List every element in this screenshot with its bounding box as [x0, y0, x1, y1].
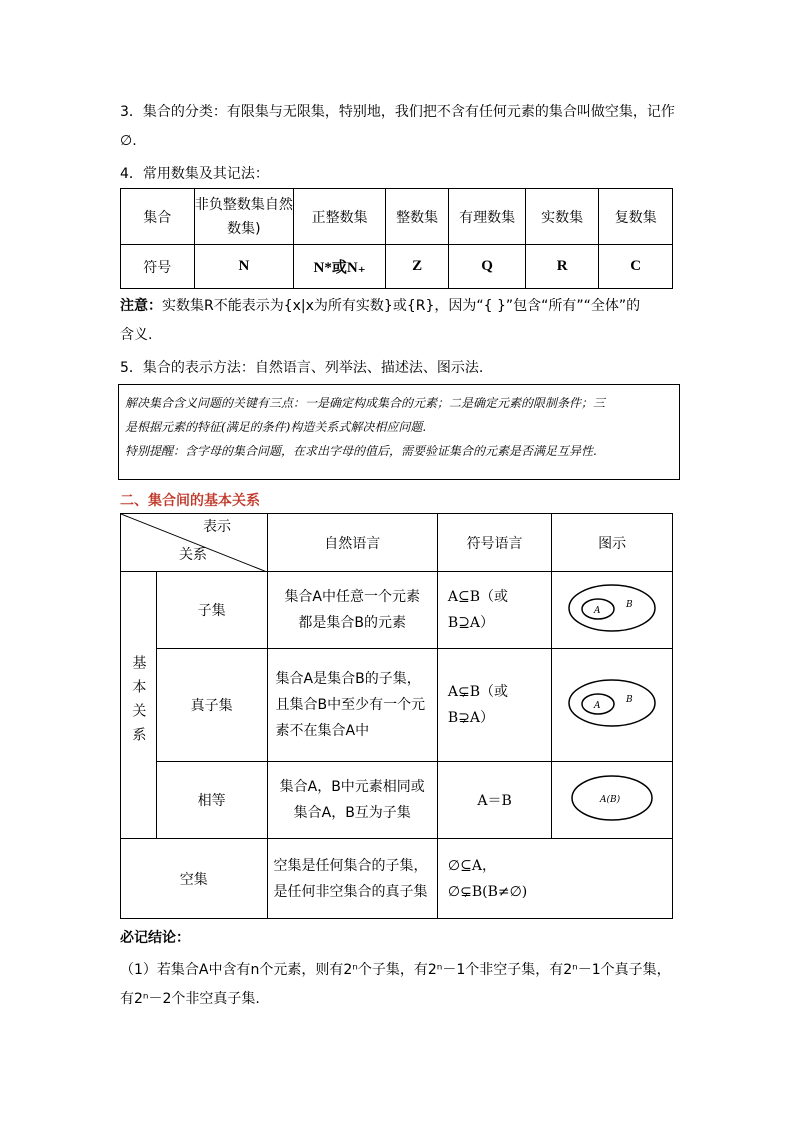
p3-line2: ∅.: [120, 133, 137, 149]
venn-proper-diagram: [562, 676, 662, 730]
venn-label-a: A: [594, 606, 601, 616]
note-line1: 实数集R不能表示为{x|x为所有实数}或{R}，因为“{ }”包含“所有”“全体”的: [162, 298, 641, 314]
venn-equal-diagram: [562, 771, 662, 825]
relation-symbol: [437, 762, 551, 839]
symbol-line: ∅⊆A，: [447, 857, 496, 874]
header-symbol: 符号语言: [437, 514, 551, 572]
venn-equal-cell: [552, 762, 673, 839]
conclusion-line1: （1）若集合A中含有n个元素，则有2ⁿ个子集，有2ⁿ－1个非空子集，有2ⁿ－1个真子集，: [120, 962, 671, 978]
tip-box: [118, 384, 680, 480]
symbol-cell: R: [525, 245, 599, 289]
relation-symbol: [437, 572, 551, 649]
relation-natural: 空集是任何集合的子集，是任何非空集合的真子集: [267, 839, 437, 919]
tip-line2: 是根据元素的特征(满足的条件)构造关系式解决相应问题.: [125, 420, 427, 434]
relation-row-proper-subset: [121, 649, 673, 762]
venn-label-b: B: [626, 695, 633, 705]
conclusion-body: [120, 956, 680, 1014]
conclusion-heading: 必记结论：: [120, 930, 190, 946]
symbol-line: B⊇A）: [447, 615, 495, 631]
venn-label-ab: A(B): [600, 795, 621, 805]
venn-subset-cell: [552, 572, 673, 649]
symbol-line: A⊊B（或: [447, 684, 509, 700]
note-label: 注意：: [120, 298, 162, 314]
relation-name: 真子集: [156, 649, 267, 762]
venn-label-a: A: [594, 701, 601, 711]
symbol-line: A＝B: [477, 793, 512, 809]
section-title: 二、集合间的基本关系: [120, 493, 260, 509]
header-diagram: 图示: [552, 514, 673, 572]
number-sets-table: [120, 188, 673, 289]
header-natural: 自然语言: [267, 514, 437, 572]
header-cell: 非负整数集自然数集): [194, 189, 294, 245]
relation-natural: 集合A是集合B的子集，且集合B中至少有一个元素不在集合A中: [267, 649, 437, 762]
symbol-line: B⊋A）: [447, 710, 495, 726]
tip-line3: 特别提醒：含字母的集合问题，在求出字母的值后，需要验证集合的元素是否满足互异性.: [125, 444, 597, 458]
symbol-cell: N*或N₊: [294, 245, 386, 289]
header-cell: 整数集: [385, 189, 448, 245]
relation-name: 子集: [156, 572, 267, 649]
header-cell: 实数集: [525, 189, 599, 245]
p3-line1: 3．集合的分类：有限集与无限集，特别地，我们把不含有任何元素的集合叫做空集，记作: [120, 104, 675, 120]
relation-row-subset: [121, 572, 673, 649]
relation-name: 相等: [156, 762, 267, 839]
symbol-cell: 符号: [121, 245, 195, 289]
symbol-line: A⊆B（或: [447, 589, 509, 605]
relation-natural: 集合A中任意一个元素都是集合B的元素: [267, 572, 437, 649]
diagonal-header-cell: [121, 514, 268, 572]
relation-table: [120, 513, 673, 919]
relation-row-empty: [121, 839, 673, 919]
group-label-cell: [121, 572, 157, 839]
symbol-line: ∅⊊B(B≠∅): [447, 883, 528, 900]
group-label: 基本关系: [130, 655, 147, 751]
symbol-cell: Z: [385, 245, 448, 289]
symbol-cell: Q: [449, 245, 526, 289]
symbol-cell: N: [194, 245, 294, 289]
paragraph-3: [120, 98, 680, 156]
note-paragraph: [120, 292, 680, 350]
diag-bottom-label: 关系: [179, 547, 207, 563]
relation-symbol: [437, 649, 551, 762]
number-sets-header-row: [121, 189, 673, 245]
header-cell: 有理数集: [449, 189, 526, 245]
note-line2: 含义.: [120, 327, 153, 343]
paragraph-4: 4．常用数集及其记法：: [120, 166, 269, 182]
relation-header-row: [121, 514, 673, 572]
relation-row-equal: [121, 762, 673, 839]
venn-subset-diagram: [562, 581, 662, 635]
symbol-cell: C: [599, 245, 673, 289]
relation-name: 空集: [121, 839, 268, 919]
relation-natural: 集合A，B中元素相同或集合A，B互为子集: [267, 762, 437, 839]
conclusion-line2: 有2ⁿ－2个非空真子集.: [120, 991, 260, 1007]
header-cell: 正整数集: [294, 189, 386, 245]
venn-proper-cell: [552, 649, 673, 762]
diag-top-label: 表示: [203, 519, 231, 535]
venn-label-b: B: [626, 600, 633, 610]
header-cell: 复数集: [599, 189, 673, 245]
paragraph-5: 5．集合的表示方法：自然语言、列举法、描述法、图示法.: [120, 360, 484, 376]
tip-line1: 解决集合含义问题的关键有三点：一是确定构成集合的元素；二是确定元素的限制条件；三: [125, 396, 606, 410]
number-sets-symbol-row: [121, 245, 673, 289]
relation-symbol: [437, 839, 672, 919]
header-cell: 集合: [121, 189, 195, 245]
conclusion-title: [120, 924, 680, 953]
